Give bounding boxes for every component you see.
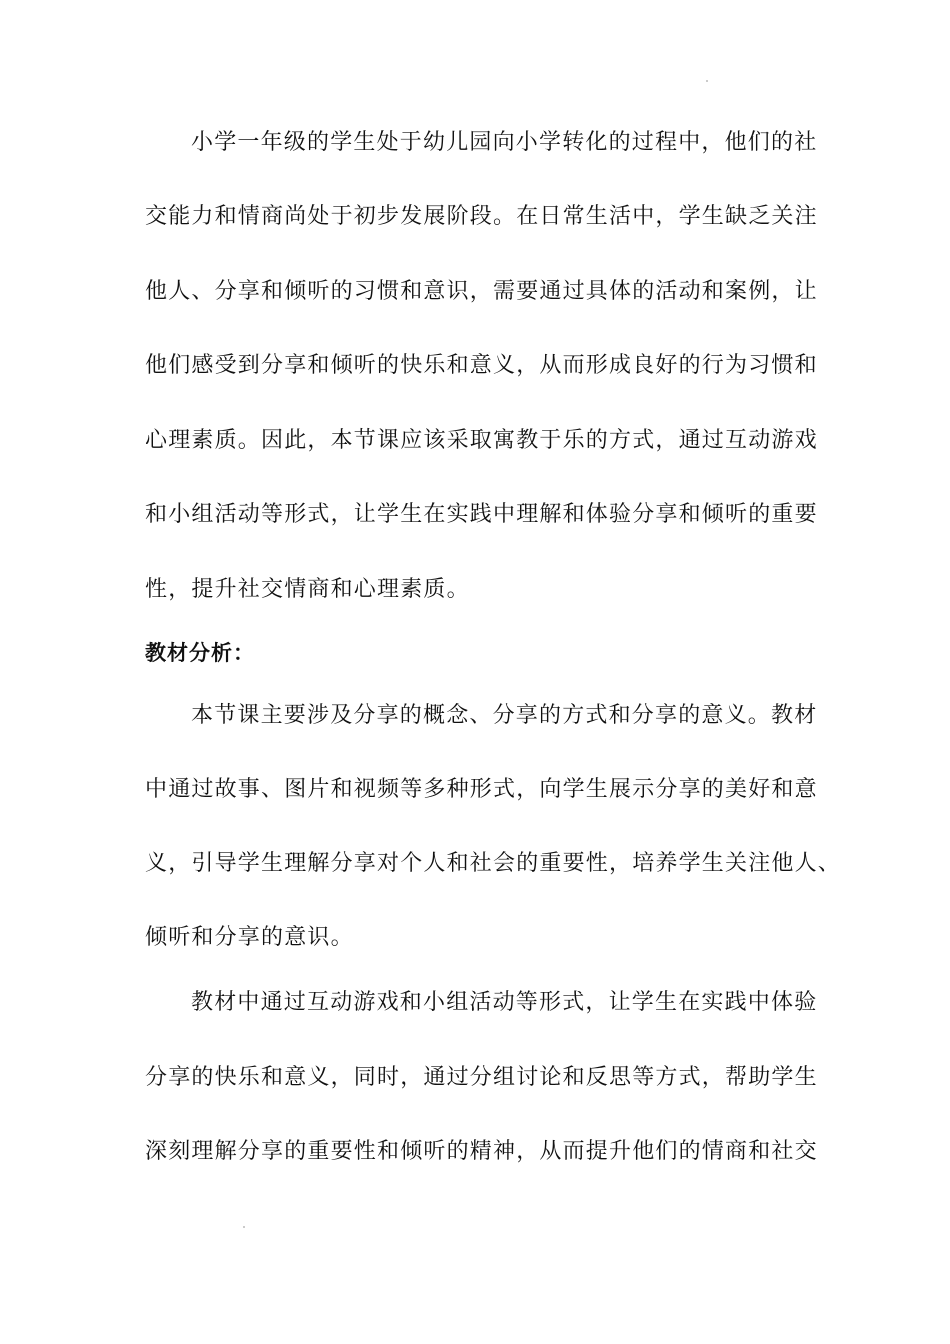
paragraph-2-line-3: 义，引导学生理解分享对个人和社会的重要性，培养学生关注他人、 bbox=[145, 851, 842, 876]
scan-mark-bottom bbox=[243, 1226, 245, 1228]
paragraph-3-line-3: 深刻理解分享的重要性和倾听的精神，从而提升他们的情商和社交 bbox=[145, 1139, 818, 1164]
paragraph-1-line-1: 小学一年级的学生处于幼儿园向小学转化的过程中，他们的社 bbox=[191, 130, 818, 155]
paragraph-1-line-2: 交能力和情商尚处于初步发展阶段。在日常生活中，学生缺乏关注 bbox=[145, 204, 818, 229]
paragraph-1-line-3: 他人、分享和倾听的习惯和意识，需要通过具体的活动和案例，让 bbox=[145, 279, 818, 304]
paragraph-1-line-7: 性，提升社交情商和心理素质。 bbox=[145, 577, 470, 602]
paragraph-2-line-1: 本节课主要涉及分享的概念、分享的方式和分享的意义。教材 bbox=[191, 703, 818, 728]
section-heading: 教材分析： bbox=[145, 641, 255, 665]
paragraph-1-line-6: 和小组活动等形式，让学生在实践中理解和体验分享和倾听的重要 bbox=[145, 502, 818, 527]
paragraph-1-line-4: 他们感受到分享和倾听的快乐和意义，从而形成良好的行为习惯和 bbox=[145, 353, 818, 378]
paragraph-3-line-2: 分享的快乐和意义，同时，通过分组讨论和反思等方式，帮助学生 bbox=[145, 1065, 818, 1090]
scan-mark-top bbox=[706, 80, 708, 82]
paragraph-2-line-2: 中通过故事、图片和视频等多种形式，向学生展示分享的美好和意 bbox=[145, 777, 818, 802]
paragraph-2-line-4: 倾听和分享的意识。 bbox=[145, 925, 354, 950]
paragraph-1-line-5: 心理素质。因此，本节课应该采取寓教于乐的方式，通过互动游戏 bbox=[145, 428, 818, 453]
paragraph-3-line-1: 教材中通过互动游戏和小组活动等形式，让学生在实践中体验 bbox=[191, 990, 818, 1015]
